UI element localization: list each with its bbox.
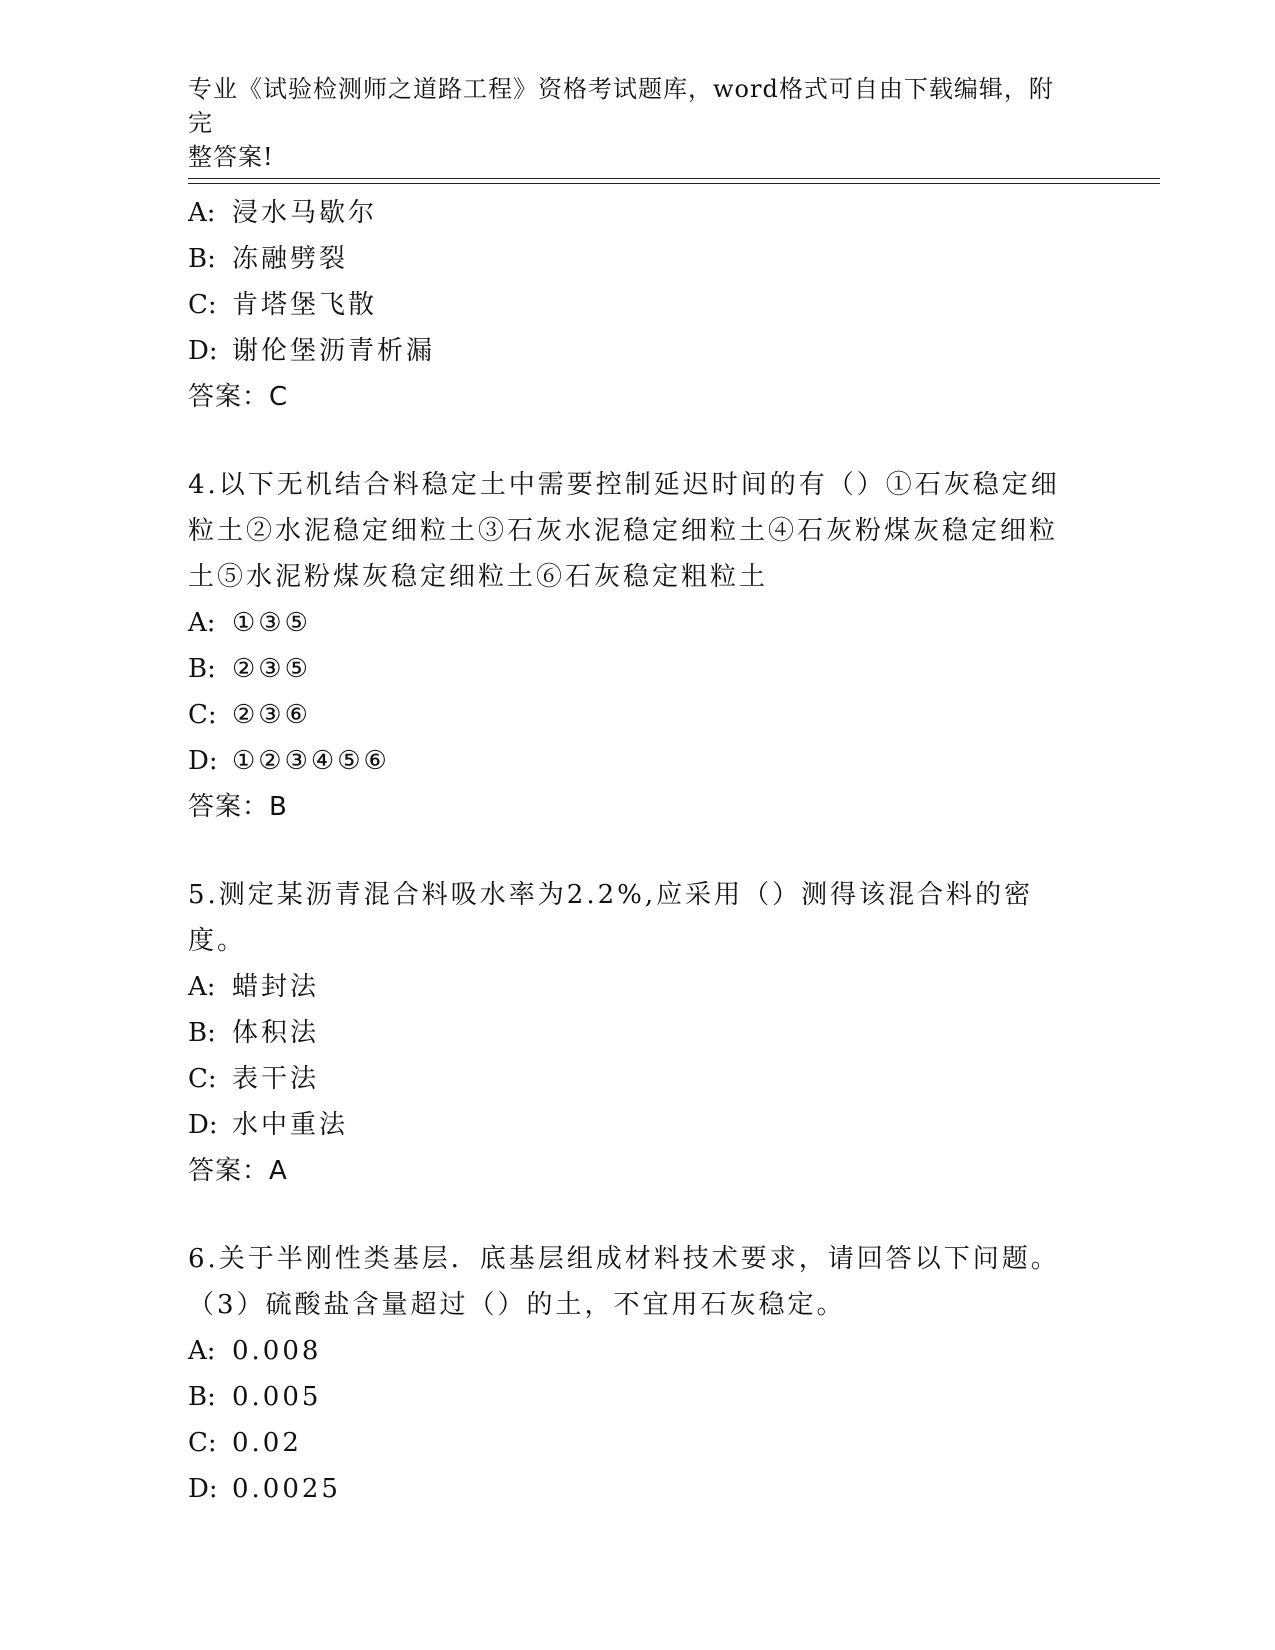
option-text: 表干法 bbox=[232, 1064, 320, 1094]
option-d bbox=[188, 1466, 1088, 1512]
question-line: 5.测定某沥青混合料吸水率为2.2%,应采用（）测得该混合料的密度。 bbox=[188, 880, 1034, 956]
option-label: D: bbox=[188, 336, 218, 366]
option-text: 浸水马歇尔 bbox=[232, 198, 378, 228]
option-label: D: bbox=[188, 746, 218, 776]
header-line-1: 专业《试验检测师之道路工程》资格考试题库，word格式可自由下载编辑，附完 bbox=[188, 75, 1054, 137]
option-a bbox=[188, 600, 1088, 646]
option-text: 0.005 bbox=[232, 1382, 322, 1412]
option-a bbox=[188, 1328, 1088, 1374]
option-label: C: bbox=[188, 1428, 217, 1458]
document-header bbox=[188, 72, 1078, 174]
option-c bbox=[188, 282, 1088, 328]
question-line: 粒土②水泥稳定细粒土③石灰水泥稳定细粒土④石灰粉煤灰稳定细粒 bbox=[188, 516, 1059, 546]
option-label: C: bbox=[188, 700, 217, 730]
question-line: （3）硫酸盐含量超过（）的土，不宜用石灰稳定。 bbox=[188, 1290, 846, 1320]
option-text: 0.008 bbox=[232, 1336, 322, 1366]
option-label: A: bbox=[188, 972, 216, 1002]
option-label: C: bbox=[188, 1064, 217, 1094]
header-divider-bottom bbox=[188, 183, 1160, 184]
option-label: C: bbox=[188, 290, 217, 320]
option-text: 0.0025 bbox=[232, 1474, 341, 1504]
option-label: A: bbox=[188, 608, 216, 638]
option-label: D: bbox=[188, 1474, 218, 1504]
answer-3: 答案：C bbox=[188, 382, 289, 412]
option-text: ②③⑥ bbox=[232, 700, 311, 730]
option-label: B: bbox=[188, 244, 216, 274]
option-label: B: bbox=[188, 1382, 216, 1412]
option-c bbox=[188, 692, 1088, 738]
option-text: 0.02 bbox=[232, 1428, 302, 1458]
option-d bbox=[188, 1102, 1088, 1148]
question-4 bbox=[188, 462, 1088, 830]
header-line-2: 整答案! bbox=[188, 143, 274, 171]
option-b bbox=[188, 1010, 1088, 1056]
option-b bbox=[188, 236, 1088, 282]
question-5 bbox=[188, 872, 1088, 1194]
option-label: A: bbox=[188, 198, 216, 228]
answer-4: 答案：B bbox=[188, 792, 288, 822]
option-label: B: bbox=[188, 654, 216, 684]
option-d bbox=[188, 738, 1088, 784]
document-body bbox=[188, 190, 1088, 1512]
question-line: 6.关于半刚性类基层．底基层组成材料技术要求，请回答以下问题。 bbox=[188, 1244, 1060, 1274]
option-c bbox=[188, 1420, 1088, 1466]
question-3-options bbox=[188, 190, 1088, 420]
option-text: 肯塔堡飞散 bbox=[232, 290, 378, 320]
option-d bbox=[188, 328, 1088, 374]
option-label: B: bbox=[188, 1018, 216, 1048]
option-text: 谢伦堡沥青析漏 bbox=[232, 336, 436, 366]
question-line: 土⑤水泥粉煤灰稳定细粒土⑥石灰稳定粗粒土 bbox=[188, 562, 769, 592]
option-text: ②③⑤ bbox=[232, 654, 311, 684]
option-text: 蜡封法 bbox=[232, 972, 320, 1002]
option-text: ①③⑤ bbox=[232, 608, 311, 638]
question-6 bbox=[188, 1236, 1088, 1512]
option-b bbox=[188, 646, 1088, 692]
option-text: ①②③④⑤⑥ bbox=[232, 746, 390, 776]
option-a bbox=[188, 190, 1088, 236]
option-b bbox=[188, 1374, 1088, 1420]
option-label: A: bbox=[188, 1336, 216, 1366]
option-text: 冻融劈裂 bbox=[232, 244, 349, 274]
option-text: 体积法 bbox=[232, 1018, 320, 1048]
option-c bbox=[188, 1056, 1088, 1102]
option-text: 水中重法 bbox=[232, 1110, 349, 1140]
question-line: 4.以下无机结合料稳定土中需要控制延迟时间的有（）①石灰稳定细 bbox=[188, 470, 1060, 500]
question-6-text bbox=[188, 1236, 1078, 1328]
header-divider-top bbox=[188, 178, 1160, 179]
option-label: D: bbox=[188, 1110, 218, 1140]
option-a bbox=[188, 964, 1088, 1010]
question-4-text bbox=[188, 462, 1078, 600]
question-5-text bbox=[188, 872, 1078, 964]
answer-5: 答案：A bbox=[188, 1156, 288, 1186]
